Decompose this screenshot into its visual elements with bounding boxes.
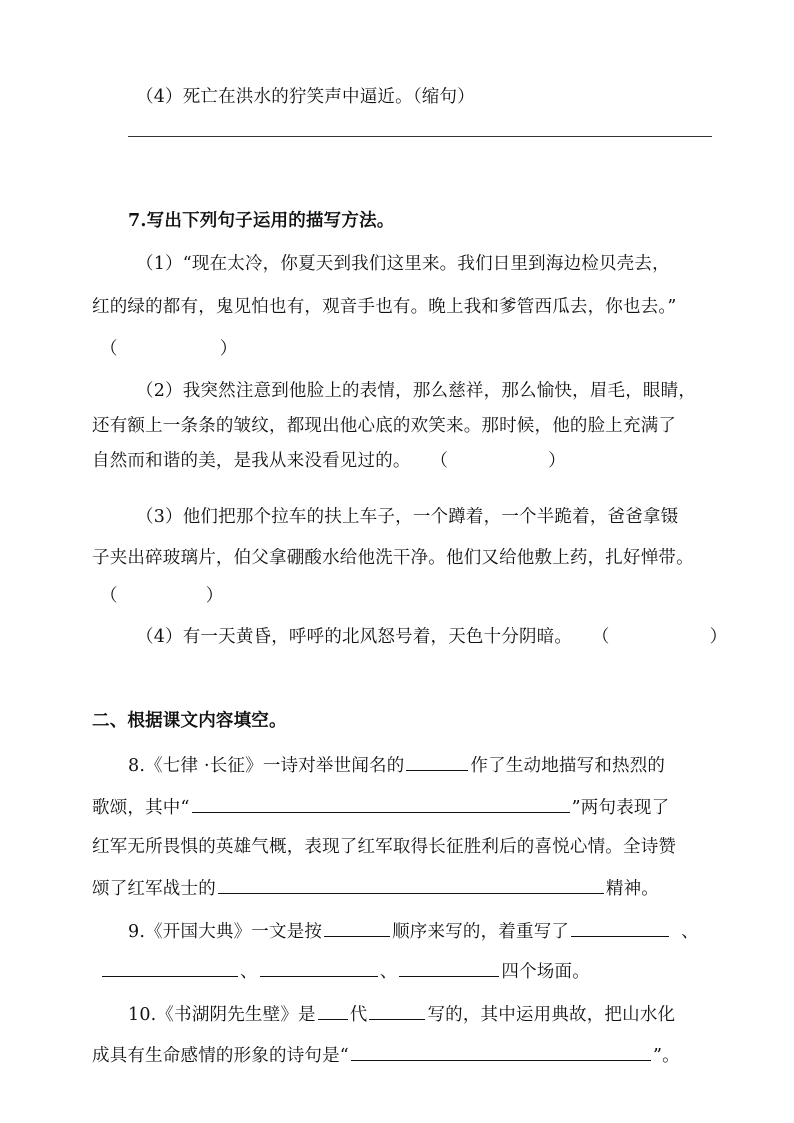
q7-2-line3-text: 自然而和谐的美，是我从来没看见过的。 — [92, 451, 411, 471]
close-paren: ） — [709, 627, 728, 647]
open-paren: （ — [430, 451, 449, 471]
q8-line2 — [92, 795, 669, 819]
q7-3-line1: （3）他们把那个拉车的扶上车子，一个蹲着，一个半跪着，爸爸拿镊 — [136, 507, 679, 527]
q7-4-line1 — [136, 626, 727, 648]
q8-line1 — [128, 753, 665, 777]
q7-3-line2: 子夹出碎玻璃片，伯父拿硼酸水给他洗干净。他们又给他敷上药，扎好惮带。 — [92, 548, 694, 568]
q9-blank-5[interactable] — [399, 959, 499, 977]
section2-title: 二、根据课文内容填空。 — [92, 711, 287, 731]
q9-line1 — [128, 919, 699, 943]
open-paren: （ — [591, 627, 610, 647]
q7-2-answer-paren[interactable] — [430, 451, 565, 471]
q8-blank-1[interactable] — [406, 753, 468, 771]
q10-text-d: 成具有生命感情的形象的诗句是“ — [92, 1046, 349, 1066]
q8-text-f: 精神。 — [605, 879, 660, 899]
q10-blank-3[interactable] — [351, 1043, 651, 1061]
close-paren: ） — [219, 339, 238, 359]
q8-text-e: 颂了红军战士的 — [92, 879, 216, 899]
q10-text-c: 写的，其中运用典故，把山水化 — [427, 1005, 676, 1025]
q9-blank-4[interactable] — [260, 959, 378, 977]
answer-line-q6-4[interactable] — [128, 136, 712, 137]
q10-blank-2[interactable] — [369, 1002, 425, 1020]
q7-3-answer-paren[interactable] — [100, 585, 223, 607]
q9-line2 — [100, 959, 590, 983]
q6-4-text: （4）死亡在洪水的狞笑声中逼近。（缩句） — [136, 87, 475, 107]
q9-sep-3: 、 — [379, 962, 398, 982]
q8-text-c: 歌颂，其中“ — [92, 798, 190, 818]
q7-2-line1: （2）我突然注意到他脸上的表情，那么慈祥，那么愉快，眉毛，眼睛， — [136, 381, 697, 401]
q8-blank-3[interactable] — [218, 876, 604, 894]
q9-text-b: 顺序来写的，着重写了 — [392, 922, 570, 942]
q8-text-b: 作了生动地描写和热烈的 — [470, 756, 666, 776]
q8-text-d: ”两句表现了 — [571, 798, 670, 818]
q7-1-line1: （1）“现在太冷，你夏天到我们这里来。我们日里到海边检贝壳去， — [136, 254, 670, 274]
q7-2-line2: 还有额上一条条的皱纹，都现出他心底的欢笑来。那时候，他的脸上充满了 — [92, 416, 677, 436]
q10-text-a: 10.《书湖阴先生壁》是 — [128, 1005, 316, 1025]
q10-line1 — [128, 1002, 675, 1026]
q7-title: 7.写出下列句子运用的描写方法。 — [128, 211, 395, 231]
close-paren: ） — [548, 451, 566, 471]
q8-blank-2[interactable] — [192, 795, 570, 813]
q10-text-b: 代 — [349, 1005, 368, 1025]
q9-text-end: 四个场面。 — [501, 962, 590, 982]
close-paren: ） — [205, 586, 224, 606]
q8-line4 — [92, 876, 659, 900]
q8-line3: 红军无所畏惧的英雄气概，表现了红军取得长征胜利后的喜悦心情。全诗赞 — [92, 837, 677, 857]
q7-2-line3 — [92, 450, 566, 472]
q10-text-e: ”。 — [652, 1046, 680, 1066]
q10-blank-1[interactable] — [318, 1002, 348, 1020]
q10-line2 — [92, 1043, 680, 1067]
q7-4-answer-paren[interactable] — [592, 627, 727, 647]
q7-4-text: （4）有一天黄昏，呼呼的北风怒号着，天色十分阴暗。 — [136, 627, 573, 647]
q7-1-answer-paren[interactable] — [100, 338, 237, 360]
q7-1-line2: 红的绿的都有，鬼见怕也有，观音手也有。晚上我和爹管西瓜去，你也去。” — [92, 297, 677, 317]
q8-text-a: 8.《七律 ·长征》一诗对举世闻名的 — [128, 756, 405, 776]
q9-blank-2[interactable] — [571, 919, 669, 937]
q9-text-a: 9.《开国大典》一文是按 — [128, 922, 323, 942]
open-paren: （ — [100, 339, 118, 359]
q9-sep-1: 、 — [681, 922, 699, 942]
q9-blank-3[interactable] — [102, 959, 238, 977]
q9-sep-2: 、 — [240, 962, 258, 982]
q9-blank-1[interactable] — [324, 919, 390, 937]
open-paren: （ — [100, 586, 118, 606]
